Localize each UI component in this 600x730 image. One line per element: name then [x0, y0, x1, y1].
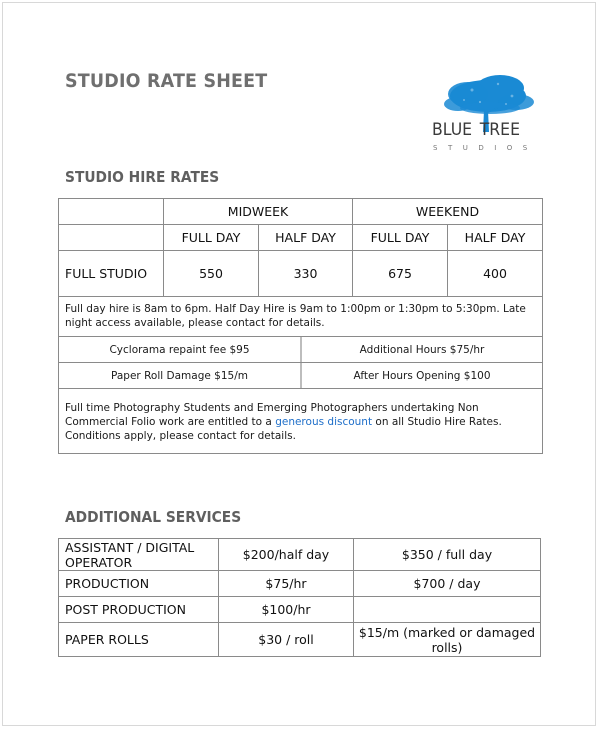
discount-note-row	[59, 389, 543, 454]
discount-note-text: Full time Photography Students and Emerging Photographers undertaking Non Commercial Folio work are entitled to a	[65, 402, 479, 428]
brand-logo	[428, 72, 543, 160]
rate-midweek-half-day: 330	[259, 251, 353, 297]
fee-cyclorama-repaint: Cyclorama repaint fee $95	[59, 337, 302, 362]
service-rate-2: $700 / day	[354, 571, 541, 597]
group-header-weekend: WEEKEND	[353, 199, 543, 225]
service-rate-1: $100/hr	[219, 597, 354, 623]
sub-header-weekend-half-day: HALF DAY	[448, 225, 543, 251]
brand-word-blue: BLUE	[432, 120, 473, 139]
service-name: POST PRODUCTION	[59, 597, 219, 623]
group-header-row	[59, 199, 543, 225]
rate-weekend-full-day: 675	[353, 251, 448, 297]
sub-header-row	[59, 225, 543, 251]
page-title: STUDIO RATE SHEET	[65, 70, 268, 92]
brand-subtitle: STUDIOS	[433, 144, 538, 152]
hours-note: Full day hire is 8am to 6pm. Half Day Hire is 9am to 1:00pm or 1:30pm to 5:30pm. Late night access available, please contact for details.	[59, 297, 543, 337]
fee-additional-hours: Additional Hours $75/hr	[359, 343, 485, 356]
group-header-midweek: MIDWEEK	[164, 199, 353, 225]
service-rate-2: $350 / full day	[354, 539, 541, 571]
service-rate-2	[354, 597, 541, 623]
discount-note	[59, 389, 543, 454]
service-rate-1: $200/half day	[219, 539, 354, 571]
brand-name	[432, 120, 520, 139]
sub-header-weekend-full-day: FULL DAY	[353, 225, 448, 251]
additional-services-table	[58, 538, 541, 657]
table-row	[59, 597, 541, 623]
empty-corner-cell	[59, 199, 164, 225]
discount-note-text-end: on all Studio Hire Rates. Conditions apply, please contact for details.	[65, 416, 502, 442]
table-row	[59, 539, 541, 571]
table-row	[59, 571, 541, 597]
service-name: ASSISTANT / DIGITAL OPERATOR	[59, 539, 219, 571]
sub-header-midweek-half-day: HALF DAY	[259, 225, 353, 251]
fee-paper-roll-damage: Paper Roll Damage $15/m	[59, 363, 302, 388]
sub-header-midweek-full-day: FULL DAY	[164, 225, 259, 251]
fee-row	[59, 363, 543, 389]
empty-corner-cell	[59, 225, 164, 251]
studio-hire-rates-heading: STUDIO HIRE RATES	[65, 168, 220, 186]
rate-weekend-half-day: 400	[448, 251, 543, 297]
fee-row-cell	[59, 337, 543, 363]
row-label-full-studio: FULL STUDIO	[59, 251, 164, 297]
fee-row	[59, 337, 543, 363]
service-rate-2: $15/m (marked or damaged rolls)	[354, 623, 541, 657]
brand-word-tree: TREE	[479, 120, 520, 139]
fee-row-cell	[59, 363, 543, 389]
service-name: PAPER ROLLS	[59, 623, 219, 657]
studio-hire-rates-table	[58, 198, 543, 454]
table-row	[59, 623, 541, 657]
rate-midweek-full-day: 550	[164, 251, 259, 297]
generous-discount-link[interactable]: generous discount	[275, 416, 373, 428]
service-rate-1: $30 / roll	[219, 623, 354, 657]
hours-note-row	[59, 297, 543, 337]
service-rate-1: $75/hr	[219, 571, 354, 597]
fee-after-hours-opening: After Hours Opening $100	[353, 369, 491, 382]
table-row	[59, 251, 543, 297]
service-name: PRODUCTION	[59, 571, 219, 597]
additional-services-heading: ADDITIONAL SERVICES	[65, 508, 242, 526]
